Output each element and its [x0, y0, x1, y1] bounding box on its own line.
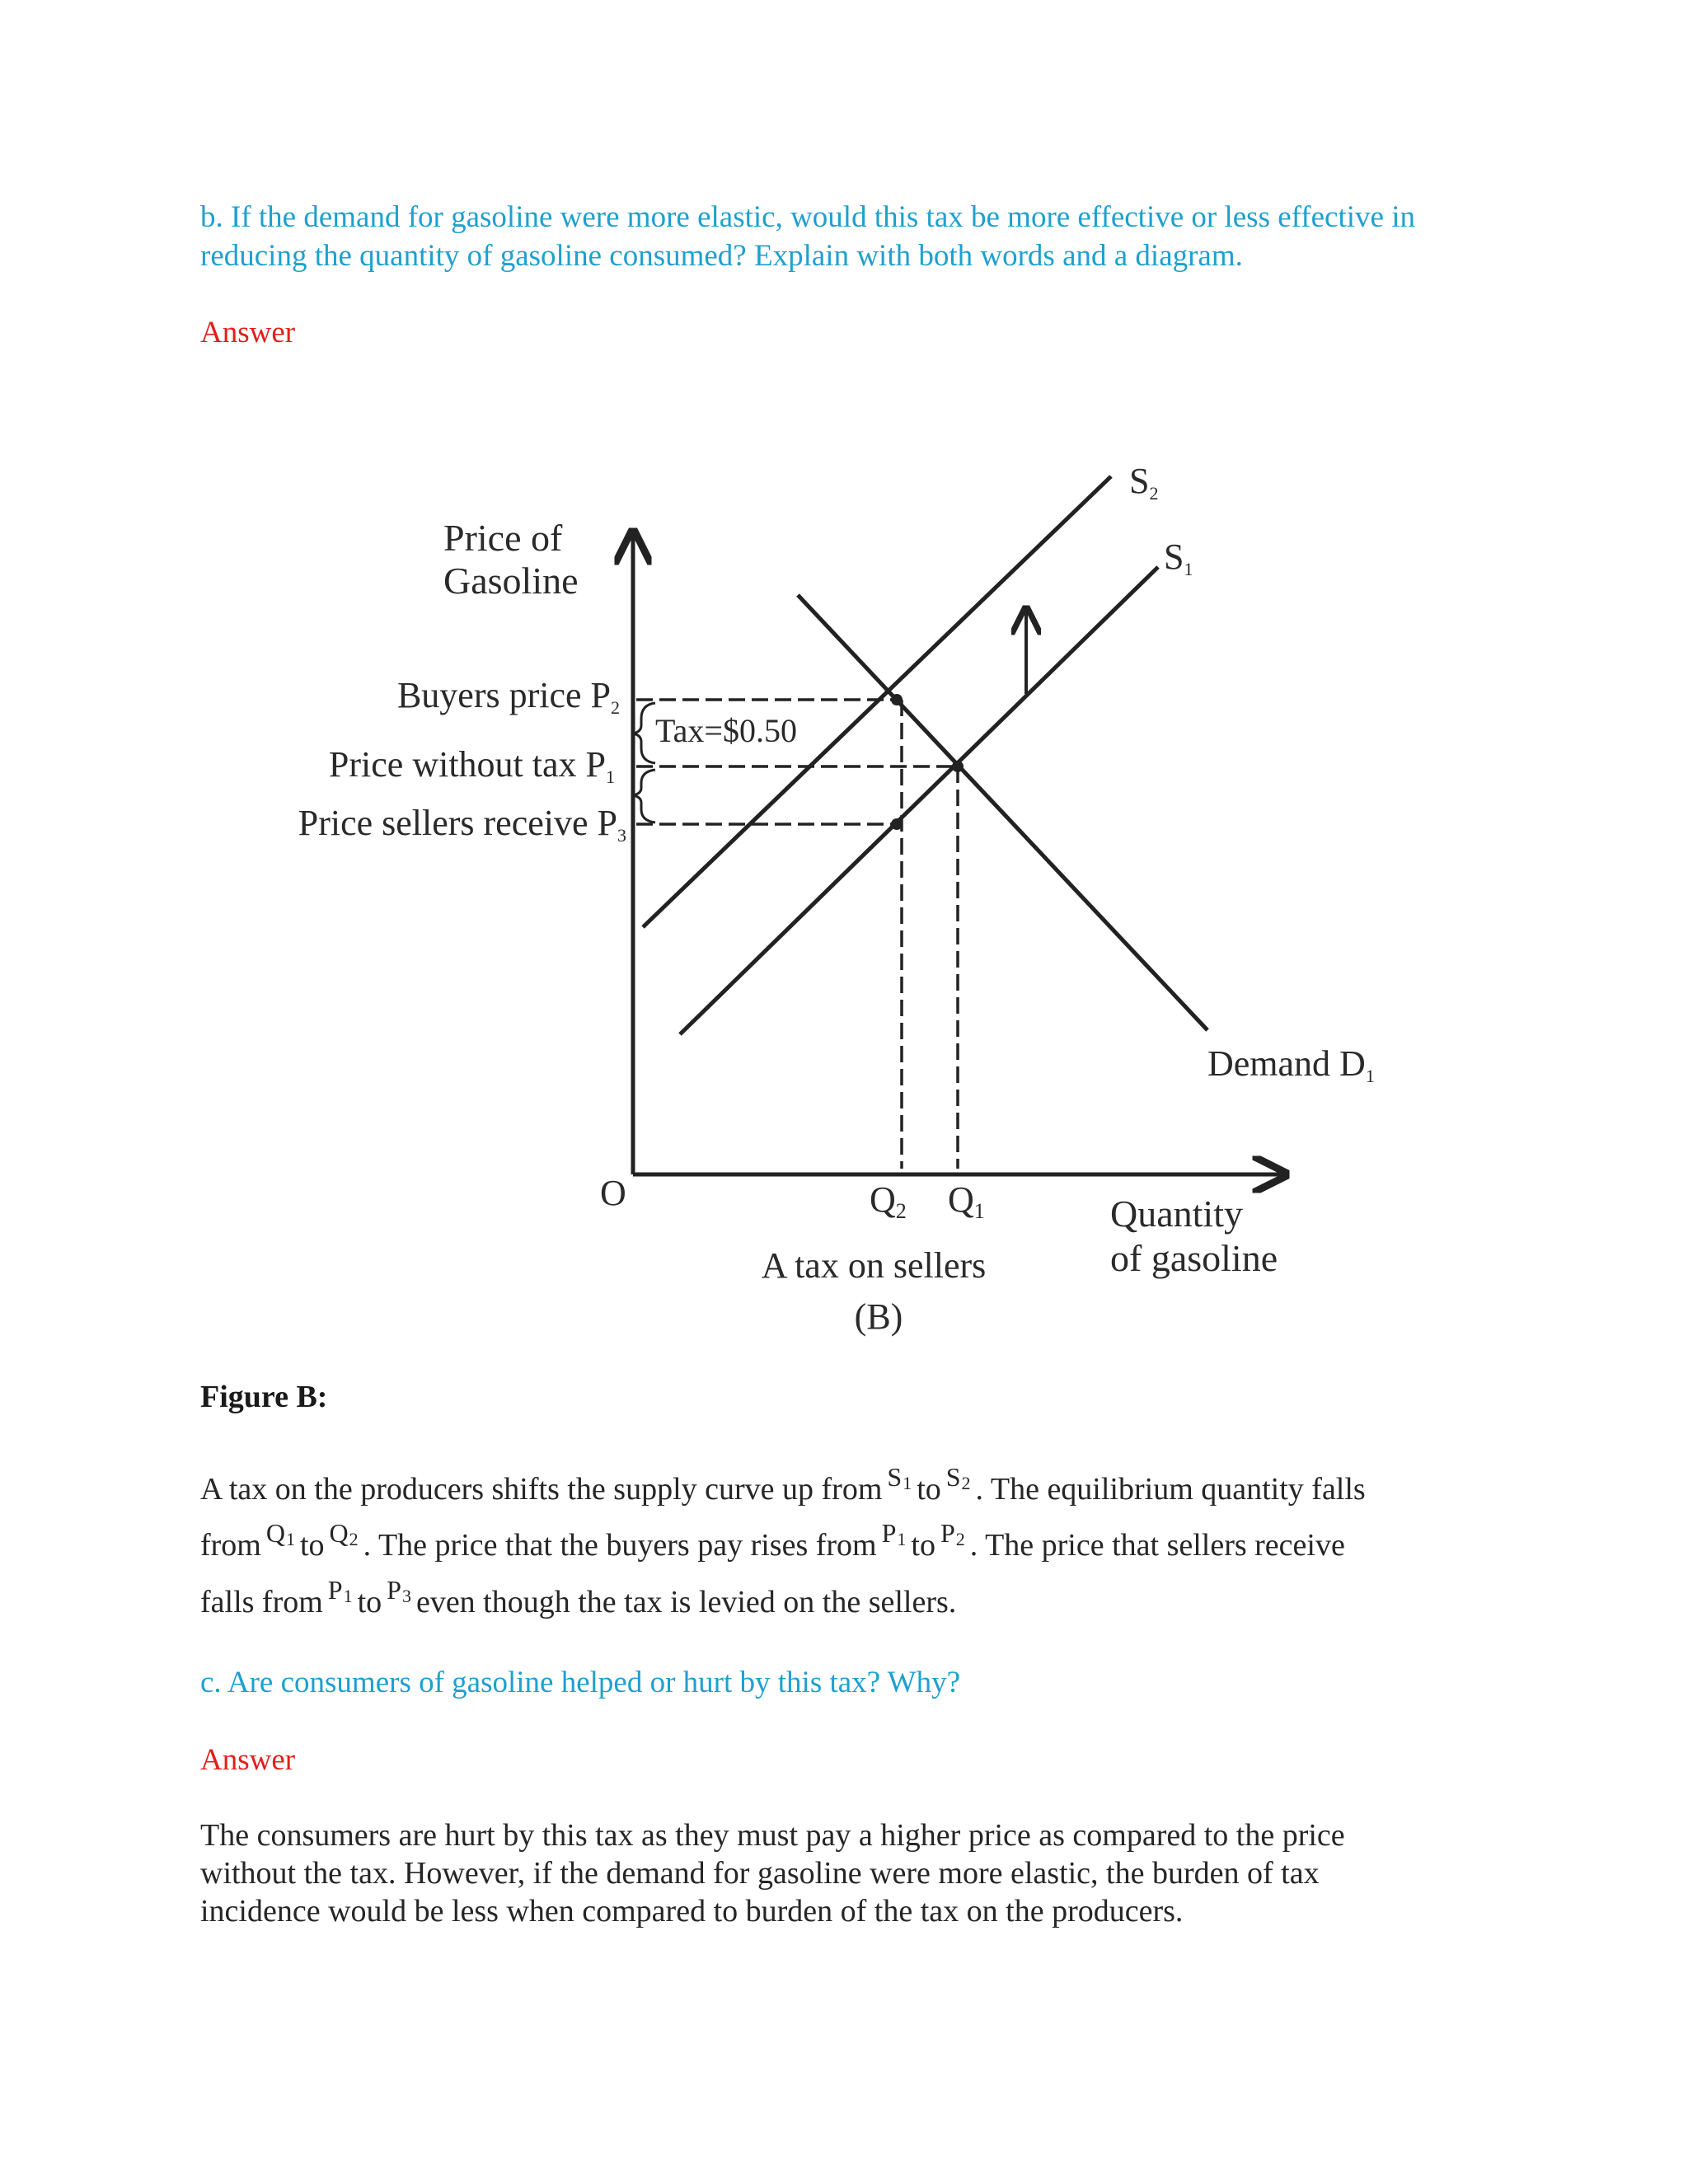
- explanation-text: even though the tax is levied on the sellers.: [415, 1585, 957, 1619]
- buyers-price-label: Buyers price P2: [396, 675, 620, 718]
- symbol-q2: $Q_2$: [329, 1518, 359, 1549]
- diagram-caption-line1: A tax on sellers: [761, 1245, 987, 1286]
- symbol-s2: $S_2$: [945, 1462, 971, 1493]
- explanation-text: . The equilibrium quantity falls: [975, 1472, 1366, 1507]
- tax-brace-lower: [633, 770, 655, 823]
- symbol-p1: $P_1$: [327, 1575, 353, 1606]
- explanation-line-1: [200, 1462, 1366, 1507]
- explanation-text: A tax on the producers shifts the supply curve up from: [200, 1472, 883, 1507]
- to-word: to: [917, 1472, 941, 1507]
- price-sellers-receive-label: Price sellers receive P3: [298, 803, 626, 846]
- symbol-p3: $P_3$: [387, 1575, 411, 1606]
- y-axis-label-line2: Gasoline: [443, 560, 579, 602]
- supply-curve-s1: [680, 567, 1158, 1034]
- explanation-text: falls from: [200, 1585, 323, 1619]
- tax-label: Tax=$0.50: [655, 712, 797, 749]
- tax-brace-upper: [633, 703, 655, 763]
- answer-c-text: The consumers are hurt by this tax as they must pay a higher price as compared to the price without the tax. However, if the demand for gasoline were more elastic, the burden of tax incidence would be less when compared to burden of the tax on the producers.: [200, 1818, 1345, 1929]
- price-without-tax-label: Price without tax P1: [328, 744, 615, 787]
- from-word: from: [200, 1528, 261, 1563]
- y-axis-label-line1: Price of: [443, 517, 563, 559]
- new-equilibrium-point: [891, 694, 903, 705]
- answer-label: Answer: [200, 1743, 296, 1777]
- x-axis-label-line1: Quantity: [1110, 1193, 1243, 1235]
- s1-label: S1: [1164, 537, 1193, 579]
- x-axis-label-line2: of gasoline: [1110, 1237, 1278, 1279]
- tax-diagram: [194, 457, 1479, 1347]
- supply-curve-s2: [643, 476, 1111, 927]
- diagram-caption-line2: (B): [854, 1296, 903, 1337]
- explanation-text: . The price that the buyers pay rises from: [363, 1528, 877, 1563]
- origin-label: O: [600, 1173, 626, 1213]
- to-word: to: [911, 1528, 935, 1563]
- symbol-p1: $P_1$: [881, 1518, 907, 1549]
- answer-label: Answer: [200, 316, 296, 349]
- demand-label: Demand D1: [1207, 1043, 1375, 1086]
- symbol-s1: $S_1$: [887, 1462, 912, 1493]
- to-word: to: [357, 1585, 382, 1619]
- q1-label: Q1: [948, 1179, 985, 1223]
- seller-price-point: [891, 818, 903, 830]
- demand-curve: [798, 595, 1207, 1030]
- old-equilibrium-point: [952, 761, 964, 772]
- symbol-p2: $P_2$: [940, 1518, 965, 1549]
- question-b: b. If the demand for gasoline were more elastic, would this tax be more effective or less effective in reducing the quantity of gasoline consumed? Explain with both words and a diagram.: [200, 200, 1415, 273]
- question-c: c. Are consumers of gasoline helped or hurt by this tax? Why?: [200, 1666, 961, 1699]
- explanation-line-2: [200, 1518, 1345, 1563]
- explanation-line-3: [200, 1575, 957, 1620]
- q2-label: Q2: [870, 1179, 907, 1223]
- s2-label: S2: [1129, 461, 1159, 504]
- symbol-q1: $Q_1$: [265, 1518, 295, 1549]
- figure-label: Figure B:: [200, 1380, 328, 1414]
- explanation-text: . The price that sellers receive: [969, 1528, 1345, 1563]
- to-word: to: [299, 1528, 325, 1563]
